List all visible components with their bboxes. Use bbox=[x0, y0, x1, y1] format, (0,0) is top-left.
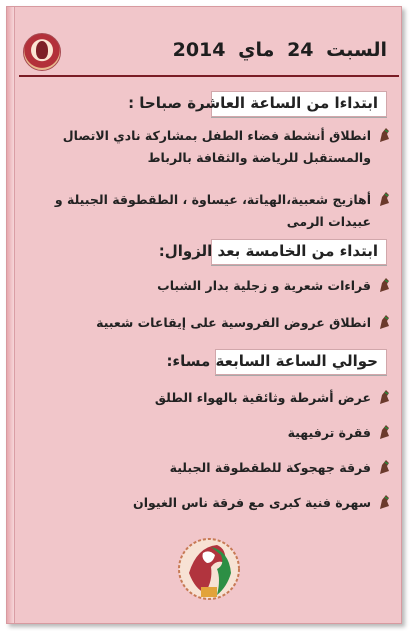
list-item bbox=[21, 125, 391, 169]
horse-head-icon bbox=[377, 191, 391, 207]
list-item bbox=[21, 387, 391, 409]
horse-head-icon bbox=[377, 127, 391, 143]
list-item bbox=[21, 422, 391, 444]
horse-head-icon bbox=[377, 389, 391, 405]
date-day: 24 bbox=[287, 39, 314, 61]
list-item-text: انطلاق عروض الفروسية على إيقاعات شعبية bbox=[96, 315, 371, 330]
festival-logo-icon bbox=[23, 33, 61, 71]
list-item-text: عرض أشرطة وثائقية بالهواء الطلق bbox=[154, 390, 371, 405]
date-day-name: السبت bbox=[326, 39, 387, 61]
page-spine bbox=[7, 7, 15, 623]
list-item bbox=[21, 457, 391, 479]
section-title-evening: حوالي الساعة السابعة مساء: bbox=[215, 349, 387, 375]
list-item-text: انطلاق أنشطة فضاء الطفل بمشاركة نادي الاتصال والمستقبل للرياضة والثقافة بالرباط bbox=[62, 128, 371, 165]
list-item bbox=[21, 275, 391, 297]
page-header bbox=[19, 33, 399, 77]
list-item-text: فرقة جهجوكة للطقطوقة الجبلية bbox=[169, 460, 371, 475]
list-item bbox=[21, 312, 391, 334]
horse-head-icon bbox=[377, 459, 391, 475]
horse-head-icon bbox=[377, 277, 391, 293]
section-title-afternoon: ابتداء من الخامسة بعد الزوال: bbox=[211, 239, 387, 265]
list-item-text: أهازيج شعبية،الهياتة، عيساوة ، الطقطوقة الجبيلة و عبيدات الرمى bbox=[54, 192, 371, 229]
list-item-text: قراءات شعرية و زجلية بدار الشباب bbox=[157, 278, 371, 293]
horse-head-icon bbox=[377, 424, 391, 440]
section-title-morning: ابتداءا من الساعة العاشرة صباحا : bbox=[211, 91, 387, 117]
festival-emblem-icon bbox=[177, 529, 241, 609]
date-year: 2014 bbox=[172, 39, 226, 61]
list-item-text: سهرة فنية كبرى مع فرقة ناس الغيوان bbox=[133, 495, 371, 510]
list-item bbox=[21, 189, 391, 233]
list-item bbox=[21, 492, 391, 514]
page-title bbox=[167, 39, 387, 61]
horse-head-icon bbox=[377, 314, 391, 330]
horse-head-icon bbox=[377, 494, 391, 510]
program-page bbox=[6, 6, 402, 624]
list-item-text: فقرة ترفيهية bbox=[287, 425, 371, 440]
date-month: ماي bbox=[238, 39, 275, 61]
